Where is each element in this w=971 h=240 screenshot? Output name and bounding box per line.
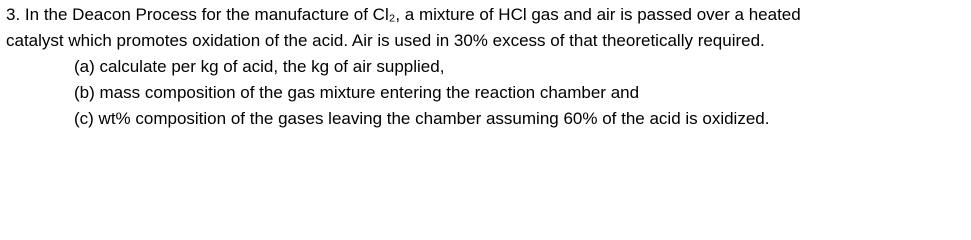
problem-intro-text-1: In the Deacon Process for the manufacture of Cl₂, a mixture of HCl gas and air is passed over a heated xyxy=(24,5,801,24)
problem-part-b: (b) mass composition of the gas mixture entering the reaction chamber and xyxy=(74,83,640,102)
problem-part-a: (a) calculate per kg of acid, the kg of air supplied, xyxy=(74,57,445,76)
problem-number: 3. xyxy=(6,5,21,24)
problem-intro-line-2: catalyst which promotes oxidation of the acid. Air is used in 30% excess of that theoretically required. xyxy=(6,31,765,50)
problem-intro-line-1 xyxy=(6,2,971,28)
problem-part-c: (c) wt% composition of the gases leaving the chamber assuming 60% of the acid is oxidized. xyxy=(74,109,770,128)
